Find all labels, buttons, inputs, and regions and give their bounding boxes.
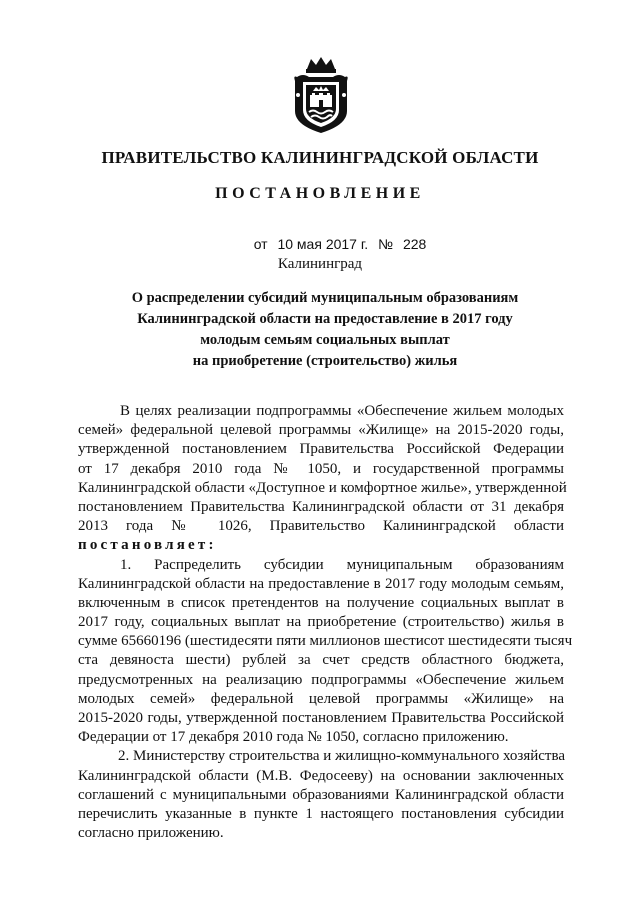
body-line: согласно приложению. [78, 825, 224, 842]
subject-line: молодым семьям социальных выплат [200, 332, 450, 348]
body-line: соглашений с муниципальными образованиями Калининградской области [78, 786, 564, 803]
body-line: 2017 году, социальных выплат на приобретение (строительство) жилья в [78, 614, 564, 631]
body-line: утвержденной постановлением Правительства Российской Федерации [78, 441, 564, 458]
body-line: включенным в список претендентов на получение социальных выплат в [78, 594, 564, 611]
body-line: ста девяноста шести) рублей за счет средств областного бюджета, [78, 652, 564, 669]
number-sign: № [378, 236, 394, 252]
subject-line: Калининградской области на предоставление в 2017 году [137, 311, 513, 327]
body-line: семей» федеральной целевой программы «Жилище» на 2015-2020 годы, [78, 422, 564, 439]
document-type: ПОСТАНОВЛЕНИЕ [215, 185, 425, 202]
body-line: 2. Министерству строительства и жилищно-коммунального хозяйства [118, 748, 566, 765]
date-number-line [0, 236, 640, 252]
document-number: 228 [402, 236, 427, 252]
body-line: Калининградской области на предоставление в 2017 году молодым семьям, [78, 575, 564, 592]
body-line: Федерации от 17 декабря 2010 года № 1050, согласно приложению. [78, 729, 509, 746]
body-line: предусмотренных на реализацию подпрограммы «Обеспечение жильем [78, 671, 564, 688]
document-subject [90, 288, 560, 372]
body-line: сумме 65660196 (шестидесяти пяти миллионов шестисот шестидесяти тысяч [78, 633, 573, 650]
body-line: Калининградской области «Доступное и комфортное жилье», утвержденной [78, 479, 567, 496]
document-body [78, 402, 573, 843]
body-line: В целях реализации подпрограммы «Обеспечение жильем молодых [120, 403, 564, 419]
coat-of-arms-emblem [289, 55, 353, 135]
body-line: 2015-2020 годы, утвержденной постановлением Правительства Российской [78, 710, 564, 726]
subject-line: на приобретение (строительство) жилья [192, 353, 458, 369]
resolution-word: постановляет: [78, 537, 217, 554]
body-line: перечислить указанные в пункте 1 настоящего постановления субсидии [78, 805, 564, 822]
body-line: Калининградской области (М.В. Федосееву) на основании заключенных [78, 767, 564, 784]
city: Калининград [277, 256, 363, 272]
body-line: постановлением Правительства Калининградской области от 31 декабря [78, 498, 564, 515]
body-line: от 17 декабря 2010 года № 1050, и государственной программы [78, 460, 564, 477]
document-date: 10 мая 2017 г. [277, 236, 369, 252]
date-prefix: от [253, 236, 268, 252]
body-line: молодых семей» федеральной целевой программы «Жилище» на [78, 690, 564, 707]
body-line: 2013 года № 1026, Правительство Калининградской области [78, 518, 564, 535]
body-line: 1. Распределить субсидии муниципальным образованиям [120, 556, 564, 573]
subject-line: О распределении субсидий муниципальным образованиям [131, 290, 519, 306]
government-title: ПРАВИТЕЛЬСТВО КАЛИНИНГРАДСКОЙ ОБЛАСТИ [101, 148, 539, 167]
